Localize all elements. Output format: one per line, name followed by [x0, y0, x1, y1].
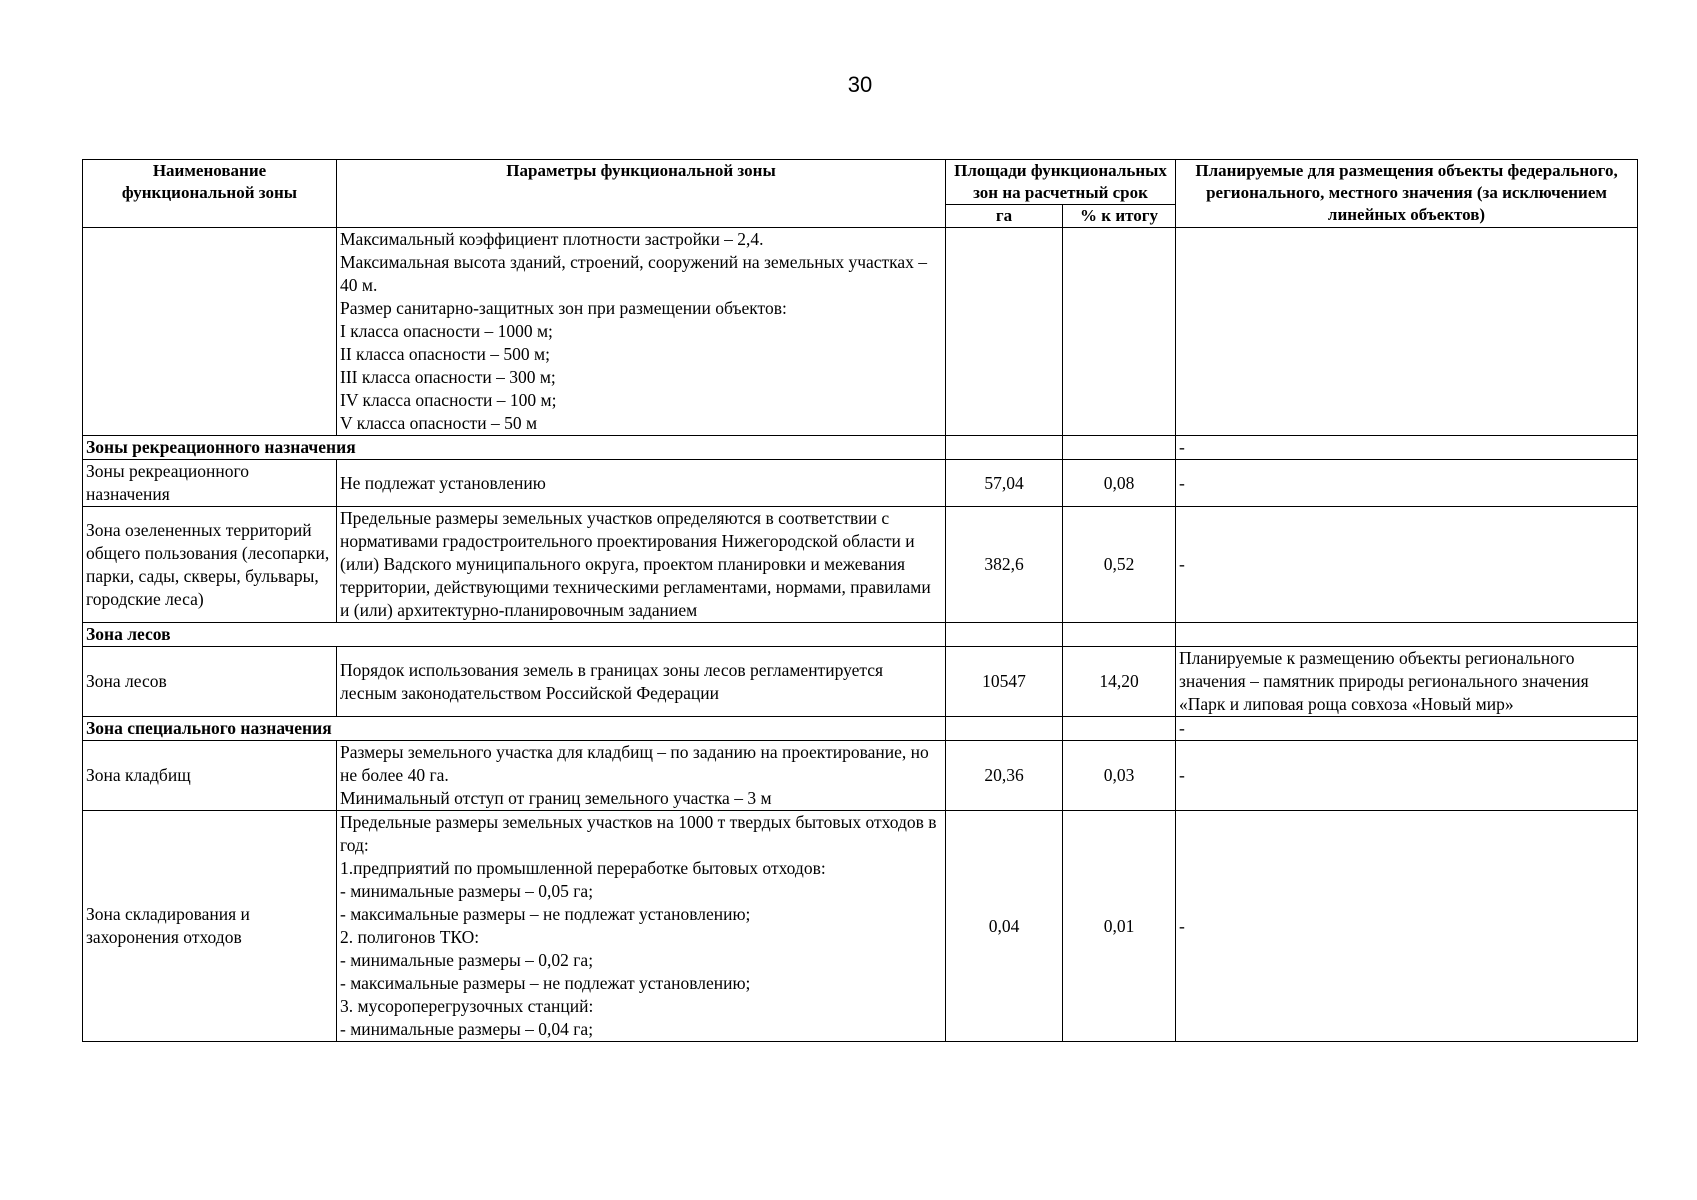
header-ha: га: [946, 205, 1063, 228]
empty-cell: [1063, 623, 1176, 647]
table-header-row: [83, 160, 1638, 205]
section-title: Зона лесов: [83, 623, 946, 647]
table-row: [83, 460, 1638, 507]
table-row: [83, 228, 1638, 436]
params-line: Минимальный отступ от границ земельного участка – 3 м: [340, 788, 772, 808]
params-line: Максимальный коэффициент плотности застройки – 2,4.: [340, 229, 764, 249]
zone-ha-cell: 20,36: [946, 741, 1063, 811]
empty-cell: [1063, 436, 1176, 460]
params-line: Размеры земельного участка для кладбищ – по заданию на проектирование, но не более 40 га.: [340, 742, 929, 785]
params-line: V класса опасности – 50 м: [340, 413, 538, 433]
section-row-special: [83, 717, 1638, 741]
header-percent: % к итогу: [1063, 205, 1176, 228]
zone-percent-cell: 0,08: [1063, 460, 1176, 507]
params-line: Предельные размеры земельных участков на 1000 т твердых бытовых отходов в год:: [340, 812, 937, 855]
zone-objects-cell: [1176, 228, 1638, 436]
zone-percent-cell: 0,01: [1063, 811, 1176, 1042]
params-line: I класса опасности – 1000 м;: [340, 321, 553, 341]
section-row-forests: [83, 623, 1638, 647]
params-line: - минимальные размеры – 0,02 га;: [340, 950, 594, 970]
section-title: Зона специального назначения: [83, 717, 946, 741]
params-line: 1.предприятий по промышленной переработке бытовых отходов:: [340, 858, 826, 878]
zone-params-cell: [337, 741, 946, 811]
zone-name-cell: [83, 228, 337, 436]
header-planned-objects: Планируемые для размещения объекты федерального, регионального, местного значения (за исключением линейных объектов): [1176, 160, 1638, 228]
zone-params-cell: [337, 228, 946, 436]
zone-objects-cell: -: [1176, 460, 1638, 507]
table-row: [83, 811, 1638, 1042]
params-line: - максимальные размеры – не подлежат установлению;: [340, 904, 751, 924]
zone-ha-cell: 382,6: [946, 507, 1063, 623]
params-line: Размер санитарно-защитных зон при размещении объектов:: [340, 298, 787, 318]
zone-percent-cell: 0,52: [1063, 507, 1176, 623]
functional-zones-table: [82, 159, 1638, 1042]
zone-name-cell: Зона лесов: [83, 647, 337, 717]
params-line: III класса опасности – 300 м;: [340, 367, 556, 387]
zone-objects-cell: -: [1176, 741, 1638, 811]
header-zone-params: Параметры функциональной зоны: [337, 160, 946, 228]
section-title: Зоны рекреационного назначения: [83, 436, 946, 460]
zone-ha-cell: [946, 228, 1063, 436]
params-line: - минимальные размеры – 0,04 га;: [340, 1019, 594, 1039]
zone-percent-cell: 0,03: [1063, 741, 1176, 811]
header-zone-name: Наименование функциональной зоны: [83, 160, 337, 228]
zone-ha-cell: 57,04: [946, 460, 1063, 507]
params-line: II класса опасности – 500 м;: [340, 344, 550, 364]
empty-cell: [946, 436, 1063, 460]
zone-objects-cell: -: [1176, 507, 1638, 623]
zone-name-cell: Зона кладбищ: [83, 741, 337, 811]
table-row: [83, 647, 1638, 717]
zone-percent-cell: [1063, 228, 1176, 436]
zone-objects-cell: Планируемые к размещению объекты регионального значения – памятник природы регионального значения «Парк и липовая роща совхоза «Новый мир»: [1176, 647, 1638, 717]
zone-ha-cell: 0,04: [946, 811, 1063, 1042]
zone-name-cell: Зона озелененных территорий общего пользования (лесопарки, парки, сады, скверы, бульвары, городские леса): [83, 507, 337, 623]
page-number: 30: [847, 72, 873, 97]
section-row-recreation: [83, 436, 1638, 460]
params-line: - максимальные размеры – не подлежат установлению;: [340, 973, 751, 993]
params-line: 3. мусороперегрузочных станций:: [340, 996, 594, 1016]
empty-cell: [946, 623, 1063, 647]
zone-params-cell: [337, 811, 946, 1042]
zone-percent-cell: 14,20: [1063, 647, 1176, 717]
zone-ha-cell: 10547: [946, 647, 1063, 717]
table-row: [83, 507, 1638, 623]
params-line: IV класса опасности – 100 м;: [340, 390, 557, 410]
params-line: - минимальные размеры – 0,05 га;: [340, 881, 594, 901]
params-line: Максимальная высота зданий, строений, сооружений на земельных участках – 40 м.: [340, 252, 928, 295]
table-row: [83, 741, 1638, 811]
empty-cell: [946, 717, 1063, 741]
section-objects: -: [1176, 717, 1638, 741]
header-zone-areas: Площади функциональных зон на расчетный срок: [946, 160, 1176, 205]
zone-params-cell: Не подлежат установлению: [337, 460, 946, 507]
zone-name-cell: Зоны рекреационного назначения: [83, 460, 337, 507]
section-objects: -: [1176, 436, 1638, 460]
zone-name-cell: Зона складирования и захоронения отходов: [83, 811, 337, 1042]
params-line: 2. полигонов ТКО:: [340, 927, 480, 947]
empty-cell: [1063, 717, 1176, 741]
zone-params-cell: Порядок использования земель в границах зоны лесов регламентируется лесным законодательством Российской Федерации: [337, 647, 946, 717]
section-objects: [1176, 623, 1638, 647]
zone-objects-cell: -: [1176, 811, 1638, 1042]
zone-params-cell: Предельные размеры земельных участков определяются в соответствии с нормативами градостроительного проектирования Нижегородской области и (или) Вадского муниципального округа, проектом планировки и межевания территории, действующими техническими регламентами, нормами, правилами и (или) архитектурно-планировочным заданием: [337, 507, 946, 623]
